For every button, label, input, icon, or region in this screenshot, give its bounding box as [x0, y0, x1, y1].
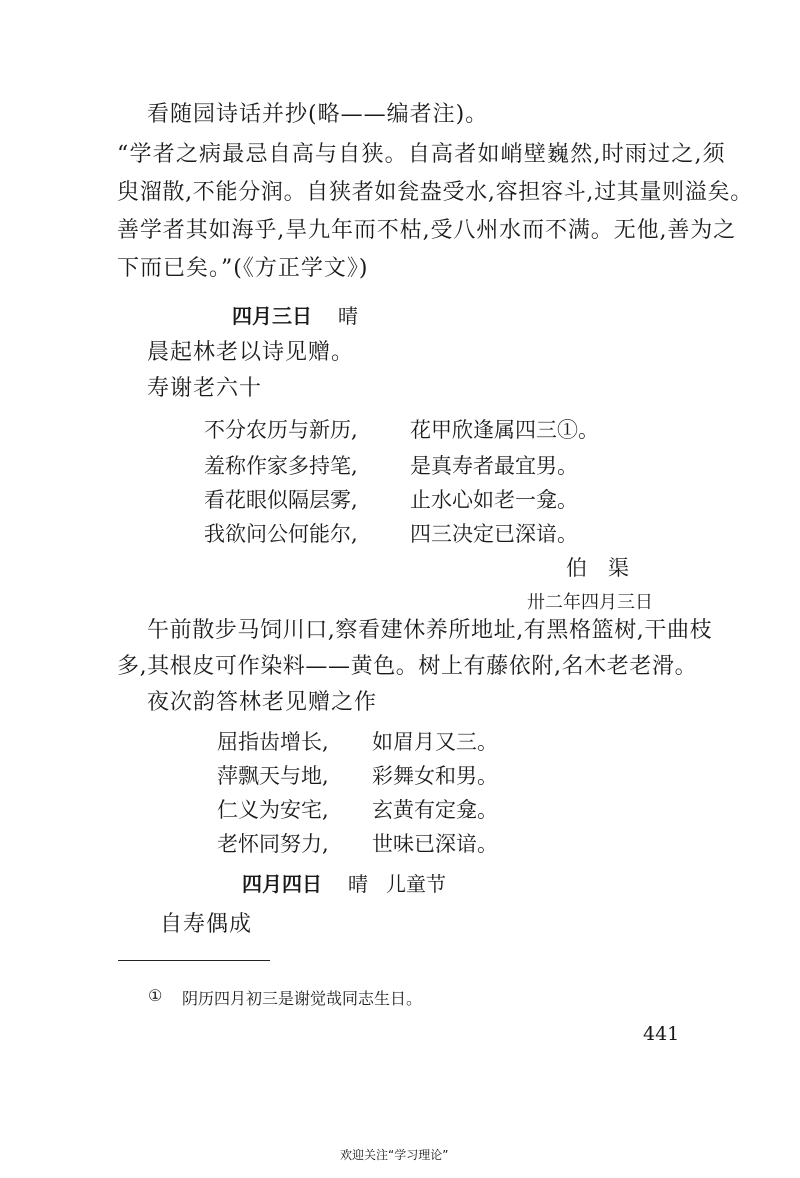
heading-date: 四月三日 — [232, 304, 312, 328]
poem2-left-3: 仁义为安宅, — [217, 798, 329, 822]
poem2-right-2: 彩舞女和男。 — [372, 764, 498, 788]
paragraph-line-2: 多,其根皮可作染料——黄色。树上有藤依附,名木老老滑。 — [117, 654, 698, 679]
heading-date: 四月四日 — [242, 872, 322, 896]
poem2-left-4: 老怀同努力, — [217, 832, 329, 856]
poem2-right-3: 玄黄有定龛。 — [372, 798, 498, 822]
poem2-right-1: 如眉月又三。 — [372, 730, 498, 754]
poem1-right-4: 四三决定已深谙。 — [410, 522, 578, 546]
poem1-right-3: 止水心如老一龛。 — [410, 488, 578, 512]
poem1-left-2: 羞称作家多持笔, — [204, 454, 358, 478]
quote-line-2: 臾溜散,不能分润。自狭者如瓮盎受水,容担容斗,过其量则溢矣。 — [117, 180, 753, 205]
quote-line-3: 善学者其如海乎,旱九年而不枯,受八州水而不满。无他,善为之 — [117, 218, 737, 243]
poem2-left-2: 萍飘天与地, — [217, 764, 329, 788]
intro-line: 看随园诗话并抄(略——编者注)。 — [147, 102, 489, 127]
footnote-marker: ① — [148, 986, 163, 1005]
poem1-left-4: 我欲问公何能尔, — [204, 522, 358, 546]
heading-holiday: 儿童节 — [386, 872, 446, 896]
entry-line: 晨起林老以诗见赠。 — [147, 340, 355, 365]
page-number: 441 — [643, 1023, 680, 1045]
signature-date: 卅二年四月三日 — [527, 592, 653, 613]
paragraph-line-1: 午前散步马饲川口,察看建休养所地址,有黑格篮树,干曲枝 — [147, 618, 713, 643]
poem1-right-2: 是真寿者最宜男。 — [410, 454, 578, 478]
footnote-divider — [118, 960, 270, 961]
quote-line-4: 下而已矣。”(《方正学文》) — [117, 256, 369, 281]
poem-title: 寿谢老六十 — [147, 376, 263, 401]
heading-weather: 晴 — [348, 872, 368, 896]
footnote-text: 阴历四月初三是谢觉哉同志生日。 — [182, 989, 423, 1008]
quote-line-1: “学者之病最忌自高与自狭。自高者如峭壁巍然,时雨过之,须 — [117, 142, 726, 167]
poem2-left-1: 屈指齿增长, — [217, 730, 329, 754]
poem2-right-4: 世味已深谙。 — [372, 832, 498, 856]
heading-april-3 — [232, 300, 358, 329]
poem1-left-3: 看花眼似隔层雾, — [204, 488, 358, 512]
heading-april-4 — [242, 868, 446, 897]
bottom-note: 欢迎关注“学习理论” — [340, 1148, 449, 1162]
poem2-title: 夜次韵答林老见赠之作 — [147, 690, 378, 715]
poem1-left-1: 不分农历与新历, — [204, 418, 358, 442]
heading-weather: 晴 — [338, 304, 358, 328]
poem1-right-1: 花甲欣逢属四三①。 — [410, 418, 599, 442]
signature: 伯 渠 — [566, 556, 629, 580]
entry2-title: 自寿偶成 — [160, 912, 253, 937]
